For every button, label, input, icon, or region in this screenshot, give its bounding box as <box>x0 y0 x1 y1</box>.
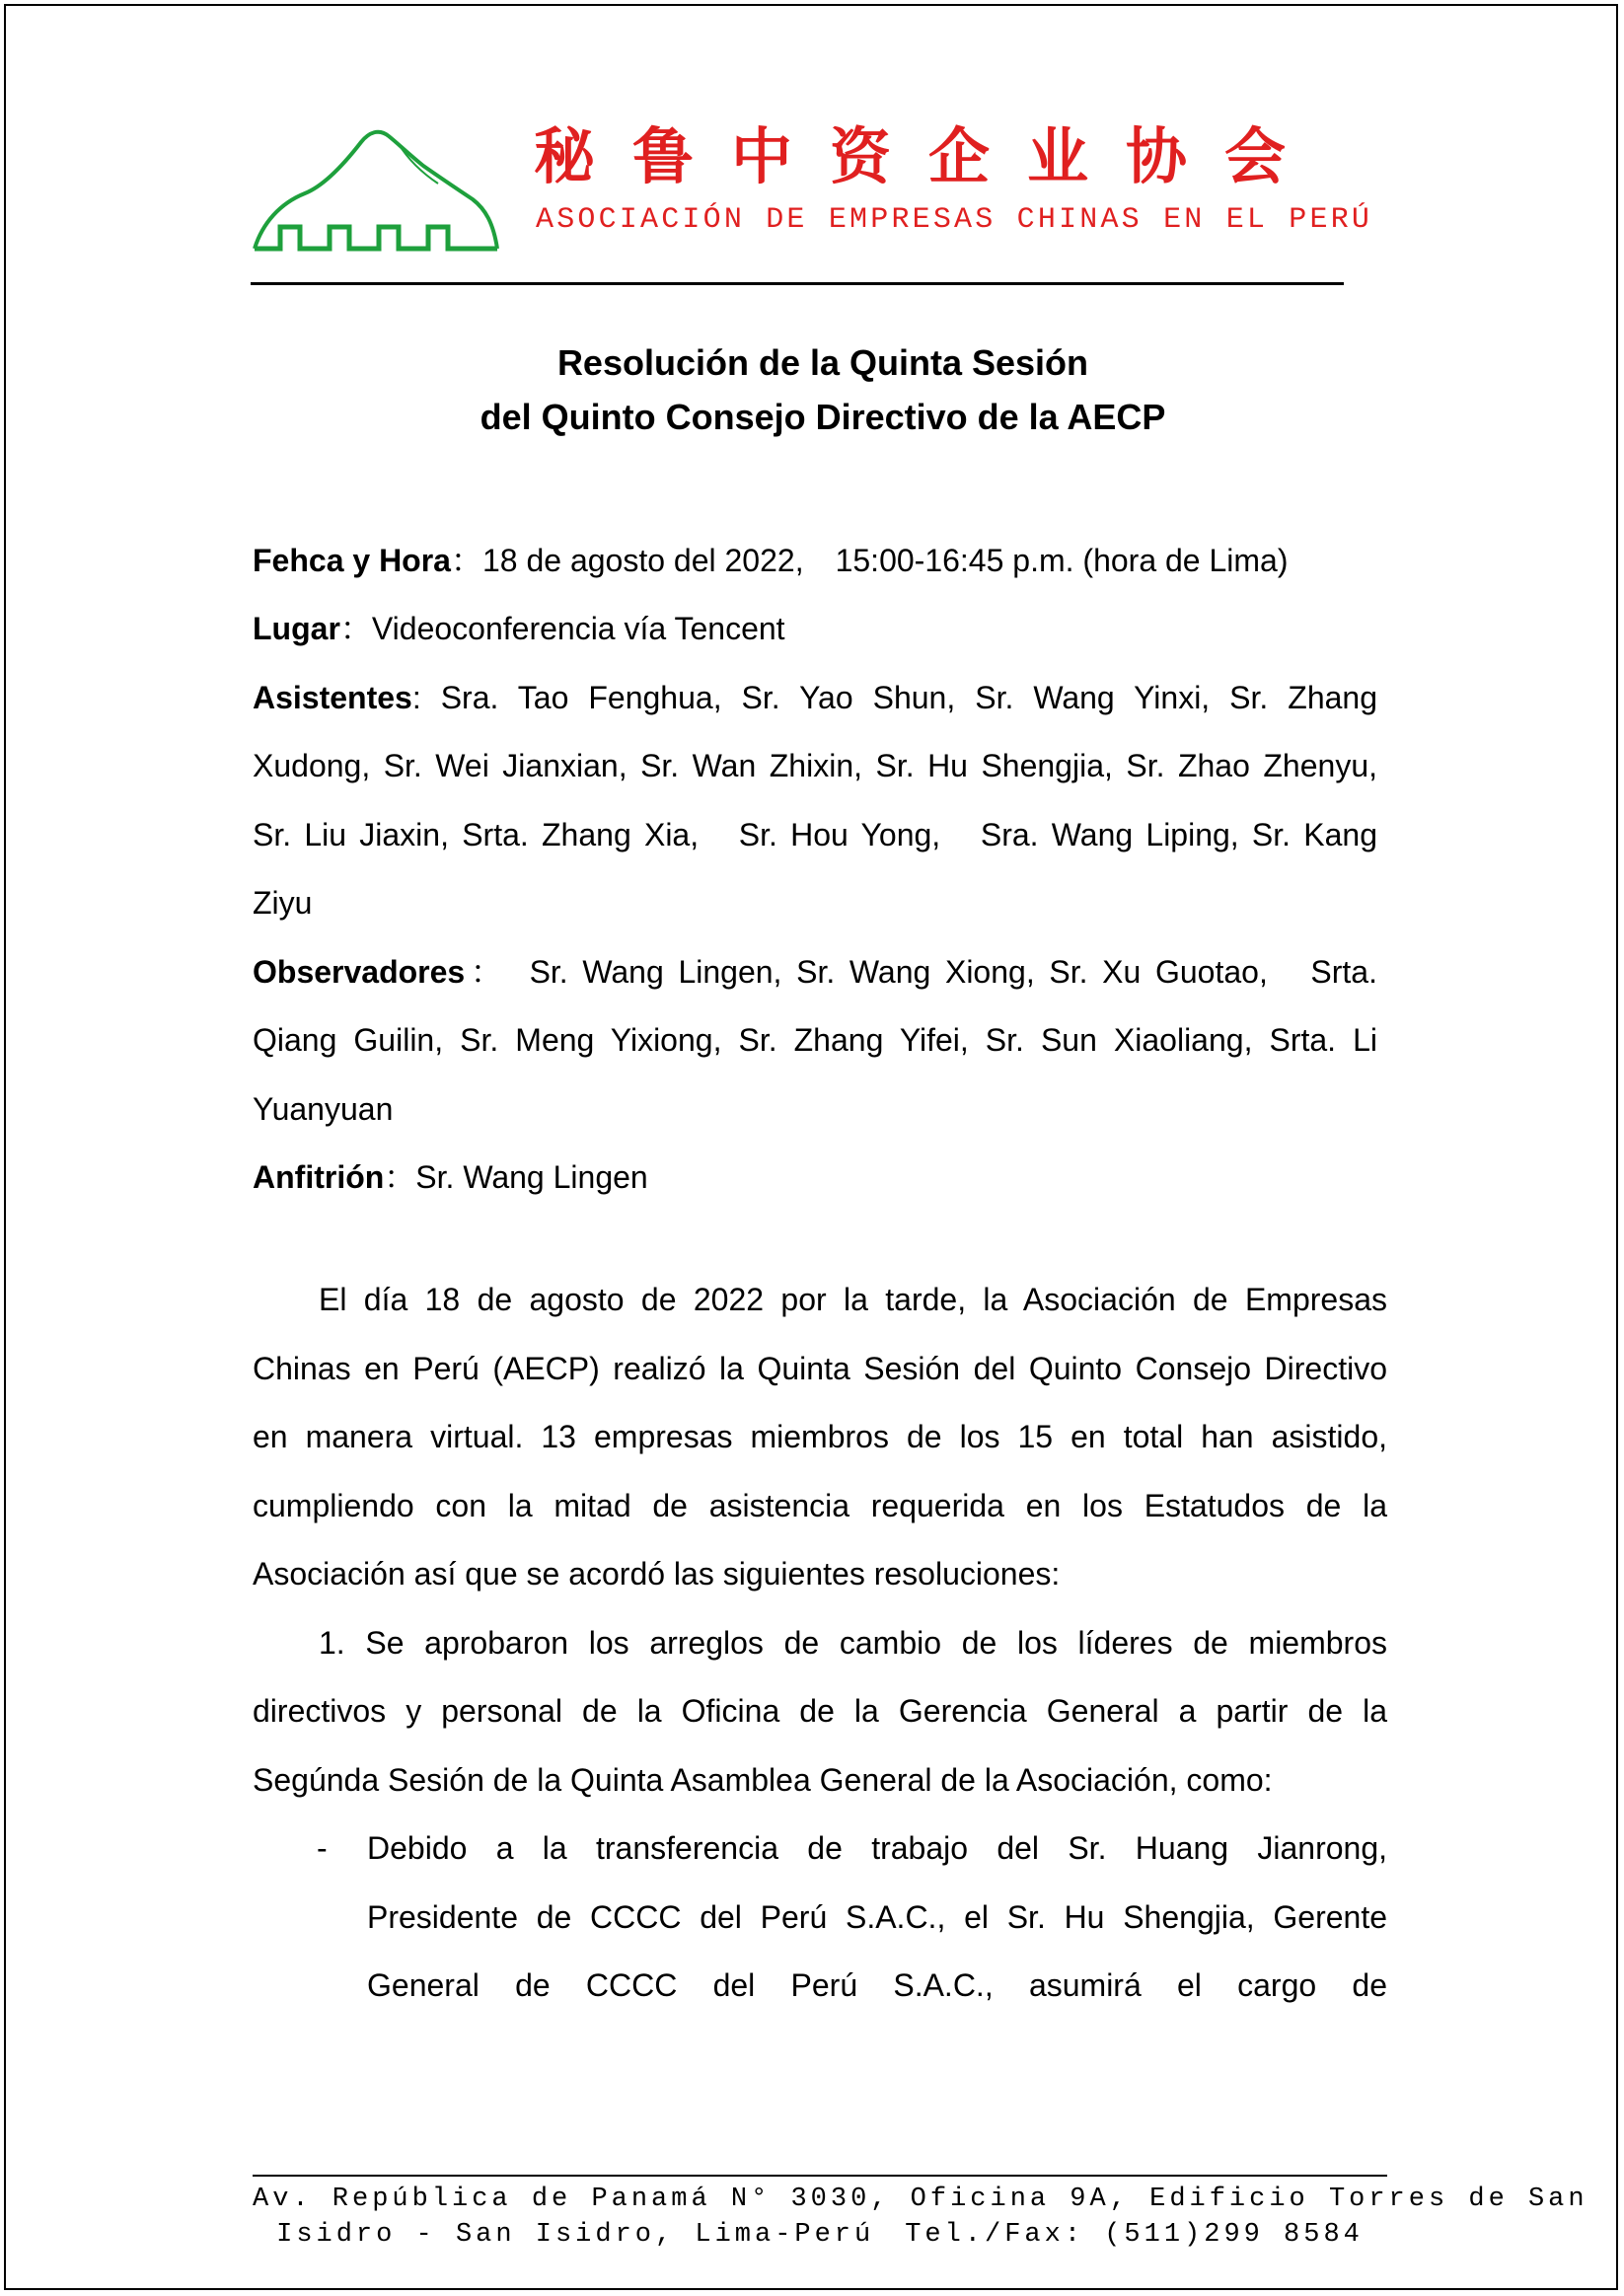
item-1-line-3: Segúnda Sesión de la Quinta Asamblea General de la Asociación, como: <box>253 1762 1273 1798</box>
bullet-dash: - <box>317 1830 328 1866</box>
lugar-label: Lugar <box>253 611 340 646</box>
observadores-text-1: ： Sr. Wang Lingen, Sr. Wang Xiong, Sr. Xu Guotao, Srta. <box>465 954 1377 990</box>
asistentes-line-2: Xudong, Sr. Wei Jianxian, Sr. Wan Zhixin, Sr. Hu Shengjia, Sr. Zhao Zhenyu, <box>253 748 1377 783</box>
asistentes-text-1: : Sra. Tao Fenghua, Sr. Yao Shun, Sr. Wang Yinxi, Sr. Zhang <box>411 680 1377 715</box>
anfitrion-label: Anfitrión <box>253 1159 385 1195</box>
asistentes-line-4: Ziyu <box>253 885 313 921</box>
bullet-1-line-1: Debido a la transferencia de trabajo del Sr. Huang Jianrong, <box>367 1830 1387 1866</box>
mountain-wall-logo-icon <box>251 124 499 258</box>
document-title-line-1: Resolución de la Quinta Sesión <box>556 342 1089 383</box>
paragraph-1-line-2: Chinas en Perú (AECP) realizó la Quinta Sesión del Quinto Consejo Directivo <box>253 1351 1387 1386</box>
lugar-field <box>253 595 1387 664</box>
association-chinese-name: 秘鲁中资企业协会 <box>534 120 1324 192</box>
association-spanish-name: ASOCIACIÓN DE EMPRESAS CHINAS EN EL PERÚ <box>536 203 1373 237</box>
anfitrion-value: ：Sr. Wang Lingen <box>384 1159 648 1195</box>
item-1-line-2: directivos y personal de la Oficina de la Gerencia General a partir de la <box>253 1693 1387 1729</box>
asistentes-label: Asistentes <box>253 680 412 715</box>
header-divider <box>251 282 1344 285</box>
observadores-line-3: Yuanyuan <box>253 1091 394 1127</box>
document-page <box>4 4 1618 2290</box>
fecha-field <box>253 527 1387 596</box>
fecha-label: Fehca y Hora <box>253 543 451 578</box>
paragraph-1-line-3: en manera virtual. 13 empresas miembros de los 15 en total han asistido, <box>253 1419 1387 1454</box>
document-title-line-2: del Quinto Consejo Directivo de la AECP <box>480 397 1166 437</box>
paragraph-1-line-5: Asociación así que se acordó las siguientes resoluciones: <box>253 1556 1061 1592</box>
observadores-line-2: Qiang Guilin, Sr. Meng Yixiong, Sr. Zhang Yifei, Sr. Sun Xiaoliang, Srta. Li <box>253 1022 1377 1058</box>
observadores-label: Observadores <box>253 954 466 990</box>
anfitrion-field <box>253 1144 1387 1213</box>
bullet-1-line-2: Presidente de CCCC del Perú S.A.C., el Sr. Hu Shengjia, Gerente <box>367 1899 1387 1935</box>
asistentes-line-1 <box>253 664 1377 733</box>
footer-address-line-1: Av. República de Panamá N° 3030, Oficina 9A, Edificio Torres de San <box>253 2185 1588 2214</box>
asistentes-line-3: Sr. Liu Jiaxin, Srta. Zhang Xia, Sr. Hou Yong, Sra. Wang Liping, Sr. Kang <box>253 817 1378 852</box>
observadores-line-1 <box>253 938 1377 1007</box>
bullet-1-line-3: General de CCCC del Perú S.A.C., asumirá el cargo de <box>367 1967 1387 2003</box>
fecha-value: ：18 de agosto del 2022, 15:00-16:45 p.m. (hora de Lima) <box>450 543 1289 578</box>
footer-address-line-2: Isidro - San Isidro, Lima-Perú Tel./Fax: (511)299 8584 <box>276 2220 1364 2250</box>
paragraph-1-line-4: cumpliendo con la mitad de asistencia requerida en los Estatudos de la <box>253 1488 1387 1523</box>
lugar-value: ：Videoconferencia vía Tencent <box>339 611 785 646</box>
paragraph-1-line-1: El día 18 de agosto de 2022 por la tarde, la Asociación de Empresas <box>319 1282 1387 1317</box>
item-1-line-1: 1. Se aprobaron los arreglos de cambio de los líderes de miembros <box>319 1625 1387 1661</box>
footer-divider <box>253 2175 1387 2177</box>
